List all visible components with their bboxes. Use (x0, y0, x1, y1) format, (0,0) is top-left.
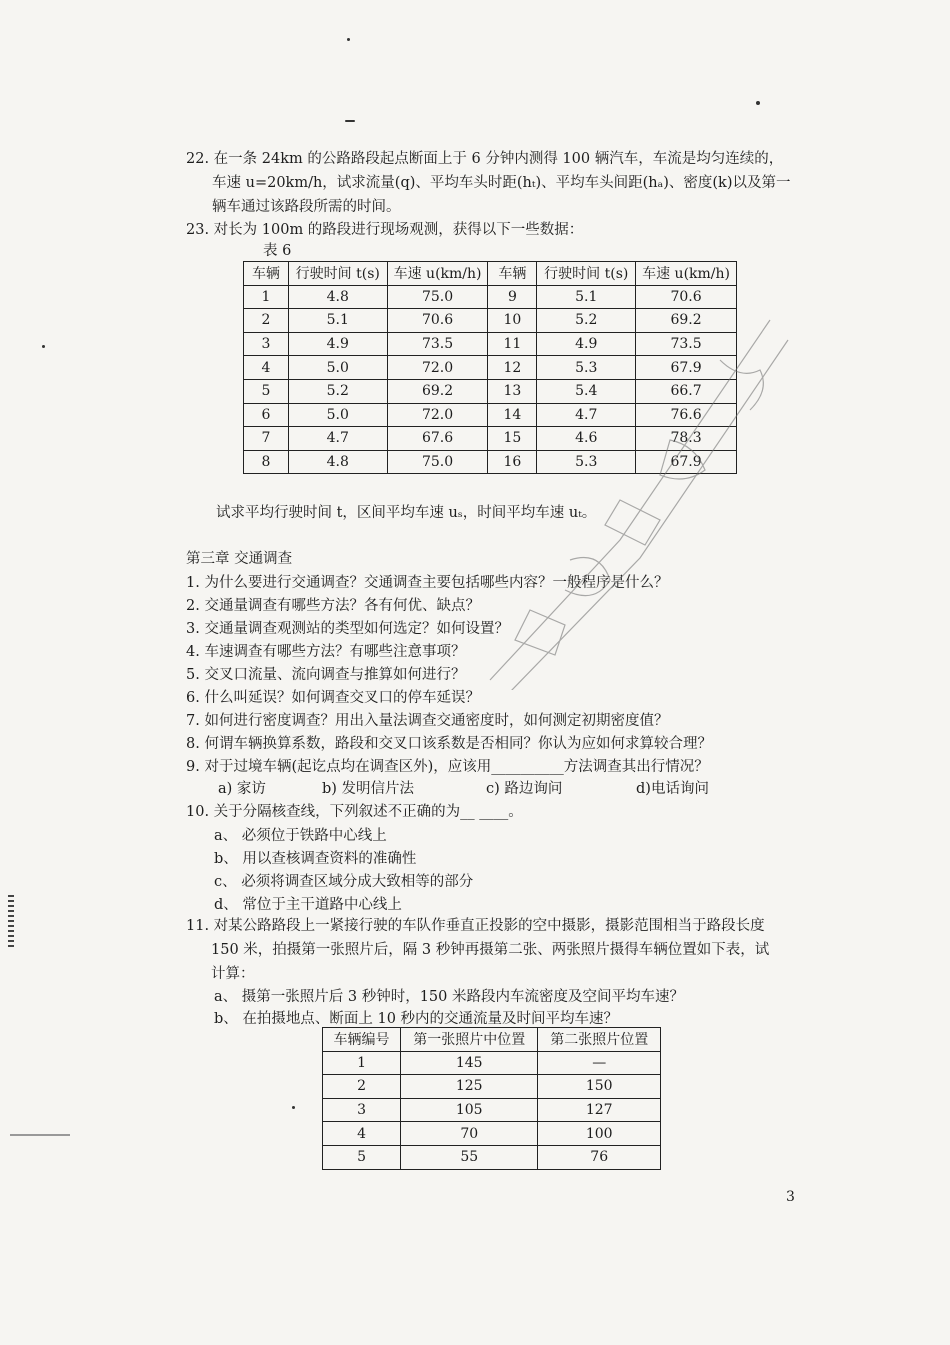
scan-line (10, 1134, 70, 1136)
ch3-question: 1. 为什么要进行交通调查？交通调查主要包括哪些内容？一般程序是什么？ (186, 575, 669, 591)
table-row (244, 403, 737, 427)
table-cell: 73.5 (636, 332, 737, 356)
q11-line1: 11. 对某公路路段上一紧接行驶的车队作垂直正投影的空中摄影，摄影范围相当于路段长度 (186, 918, 765, 934)
col-header: 行驶时间 t(s) (537, 262, 636, 286)
q22-line2: 车速 u=20km/h，试求流量(q)、平均车头时距(hₜ)、平均车头间距(hₐ)、密度(k)以及第一 (212, 175, 791, 191)
table-cell: 4.8 (288, 450, 387, 474)
table-cell: 105 (401, 1098, 538, 1122)
table-cell: 12 (488, 356, 537, 380)
chapter-title: 第三章 交通调查 (186, 551, 293, 567)
table-cell: 1 (323, 1051, 401, 1075)
table-row (244, 332, 737, 356)
q22-line3: 辆车通过该路段所需的时间。 (212, 199, 401, 215)
table-row (244, 285, 737, 309)
table-cell: 4.6 (537, 427, 636, 451)
scan-binding-marks (8, 895, 14, 950)
table-cell: 125 (401, 1075, 538, 1099)
q9-option: a) 家访 (218, 781, 266, 797)
table-cell: 100 (538, 1122, 661, 1146)
q10-option: a、 必须位于铁路中心线上 (214, 828, 387, 844)
table-cell: 70.6 (387, 309, 488, 333)
table-cell: 13 (488, 379, 537, 403)
table-cell: 5.0 (288, 403, 387, 427)
table-cell: 8 (244, 450, 289, 474)
table-cell: 2 (323, 1075, 401, 1099)
table-row (244, 427, 737, 451)
scan-speck (292, 1106, 295, 1109)
table-cell: 4.8 (288, 285, 387, 309)
q10-option: d、 常位于主干道路中心线上 (214, 897, 402, 913)
col-header: 车辆 (244, 262, 289, 286)
q10-stem: 10. 关于分隔核查线，下列叙述不正确的为__ ____。 (186, 804, 523, 820)
table-cell: 69.2 (636, 309, 737, 333)
q22-line1: 22. 在一条 24km 的公路路段起点断面上于 6 分钟内测得 100 辆汽车，车流是均匀连续的， (186, 151, 784, 167)
col-header: 车辆编号 (323, 1028, 401, 1052)
scan-speck (345, 120, 355, 122)
table-cell: — (538, 1051, 661, 1075)
table-header-row (323, 1028, 661, 1052)
table-cell: 127 (538, 1098, 661, 1122)
q23-ask: 试求平均行驶时间 t，区间平均车速 uₛ，时间平均车速 uₜ。 (216, 505, 597, 521)
q11-part-a: a、 摄第一张照片后 3 秒钟时，150 米路段内车流密度及空间平均车速？ (214, 989, 684, 1005)
col-header: 第一张照片中位置 (401, 1028, 538, 1052)
table-cell: 3 (323, 1098, 401, 1122)
table-row (323, 1051, 661, 1075)
table-cell: 75.0 (387, 450, 488, 474)
table-cell: 4.7 (288, 427, 387, 451)
table-row (244, 379, 737, 403)
col-header: 车速 u(km/h) (636, 262, 737, 286)
col-header: 车速 u(km/h) (387, 262, 488, 286)
q9-option: d)电话询问 (636, 781, 709, 797)
table-cell: 1 (244, 285, 289, 309)
q10-option: b、 用以查核调查资料的准确性 (214, 851, 417, 867)
table-row (323, 1098, 661, 1122)
q11-line3: 计算： (211, 966, 255, 982)
table-cell: 150 (538, 1075, 661, 1099)
table-6 (243, 261, 737, 474)
table6-caption: 表 6 (263, 243, 292, 259)
table-cell: 4 (244, 356, 289, 380)
table-cell: 5.4 (537, 379, 636, 403)
scan-speck (347, 38, 350, 41)
table-cell: 73.5 (387, 332, 488, 356)
q23-line1: 23. 对长为 100m 的路段进行现场观测，获得以下一些数据： (186, 222, 584, 238)
table-cell: 4.9 (537, 332, 636, 356)
table-row (244, 356, 737, 380)
table-cell: 76 (538, 1145, 661, 1169)
table-cell: 16 (488, 450, 537, 474)
table-cell: 14 (488, 403, 537, 427)
table-cell: 67.6 (387, 427, 488, 451)
ch3-question: 2. 交通量调查有哪些方法？各有何优、缺点？ (186, 598, 480, 614)
table-cell: 7 (244, 427, 289, 451)
table-cell: 2 (244, 309, 289, 333)
table-cell: 5.1 (537, 285, 636, 309)
q9-option: c) 路边询问 (486, 781, 563, 797)
table-row (244, 309, 737, 333)
ch3-question: 9. 对于过境车辆(起讫点均在调查区外)，应该用__________方法调查其出行情况？ (186, 759, 709, 775)
page-number: 3 (786, 1189, 795, 1205)
table-cell: 78.3 (636, 427, 737, 451)
ch3-question: 7. 如何进行密度调查？用出入量法调查交通密度时，如何测定初期密度值？ (186, 713, 669, 729)
table-cell: 5.0 (288, 356, 387, 380)
photo-position-table (322, 1027, 661, 1170)
table-cell: 66.7 (636, 379, 737, 403)
q9-option: b) 发明信片法 (322, 781, 415, 797)
table-cell: 4 (323, 1122, 401, 1146)
table-row (323, 1075, 661, 1099)
table-cell: 4.9 (288, 332, 387, 356)
table-cell: 10 (488, 309, 537, 333)
col-header: 第二张照片位置 (538, 1028, 661, 1052)
scan-speck (756, 101, 760, 105)
table-cell: 3 (244, 332, 289, 356)
table-cell: 69.2 (387, 379, 488, 403)
table-cell: 5.2 (288, 379, 387, 403)
q10-option: c、 必须将调查区域分成大致相等的部分 (214, 874, 474, 890)
table-cell: 5 (244, 379, 289, 403)
table-cell: 75.0 (387, 285, 488, 309)
table-cell: 145 (401, 1051, 538, 1075)
table-row (323, 1145, 661, 1169)
table-cell: 5.3 (537, 450, 636, 474)
ch3-question: 5. 交叉口流量、流向调查与推算如何进行？ (186, 667, 466, 683)
table-cell: 5 (323, 1145, 401, 1169)
q11-line2: 150 米，拍摄第一张照片后，隔 3 秒钟再摄第二张、两张照片摄得车辆位置如下表，试 (211, 942, 770, 958)
table-cell: 11 (488, 332, 537, 356)
table-cell: 67.9 (636, 450, 737, 474)
table-cell: 72.0 (387, 403, 488, 427)
table-header-row (244, 262, 737, 286)
table-cell: 15 (488, 427, 537, 451)
table-cell: 9 (488, 285, 537, 309)
col-header: 车辆 (488, 262, 537, 286)
table-cell: 5.1 (288, 309, 387, 333)
ch3-question: 6. 什么叫延误？如何调查交叉口的停车延误？ (186, 690, 480, 706)
table-row (244, 450, 737, 474)
q11-part-b: b、 在拍摄地点、断面上 10 秒内的交通流量及时间平均车速？ (214, 1011, 619, 1027)
ch3-question: 4. 车速调查有哪些方法？有哪些注意事项？ (186, 644, 466, 660)
table-cell: 67.9 (636, 356, 737, 380)
table-cell: 4.7 (537, 403, 636, 427)
scan-speck (42, 345, 45, 348)
table-cell: 6 (244, 403, 289, 427)
ch3-question: 3. 交通量调查观测站的类型如何选定？如何设置？ (186, 621, 509, 637)
ch3-question: 8. 何谓车辆换算系数，路段和交叉口该系数是否相同？你认为应如何求算较合理？ (186, 736, 712, 752)
col-header: 行驶时间 t(s) (288, 262, 387, 286)
table-cell: 55 (401, 1145, 538, 1169)
table-cell: 76.6 (636, 403, 737, 427)
table-cell: 72.0 (387, 356, 488, 380)
table-cell: 70.6 (636, 285, 737, 309)
table-row (323, 1122, 661, 1146)
table-cell: 5.3 (537, 356, 636, 380)
table-cell: 70 (401, 1122, 538, 1146)
table-cell: 5.2 (537, 309, 636, 333)
